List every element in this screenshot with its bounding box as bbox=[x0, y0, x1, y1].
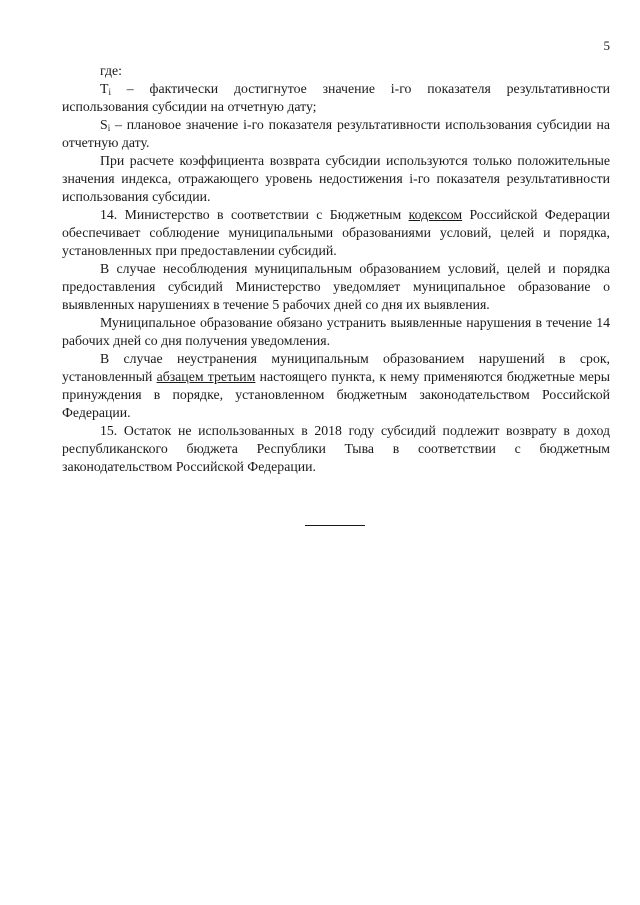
noncompliance-text-end: настоящего пункта, к нему применяются бюджетные меры принуждения в порядке, установленном бюджетным законодательством Российской Федерации. bbox=[62, 369, 610, 420]
clause-14-text-end: Российской Федерации обеспечивает соблюдение муниципальными образованиями условий, целей и порядка, установленных при предоставлении субсидий. bbox=[62, 207, 610, 258]
end-of-document-rule bbox=[305, 525, 365, 526]
budget-code-link[interactable]: кодексом bbox=[408, 207, 463, 222]
symbol-t-subscript: i bbox=[108, 87, 111, 97]
clause-15: 15. Остаток не использованных в 2018 году субсидий подлежит возврату в доход республиканского бюджета Республики Тыва в соответствии с бюджетным законодательством Российской Федерации. bbox=[62, 423, 610, 474]
clause-14 bbox=[62, 206, 610, 260]
violation-paragraph: В случае несоблюдения муниципальным образованием условий, целей и порядка предоставления субсидий Министерство уведомляет муниципальное образование о выявленных нарушениях в течение 5 рабочих дней со дня их выявления. bbox=[62, 261, 610, 312]
symbol-t: T bbox=[100, 81, 109, 96]
clause-14-text-start: 14. Министерство в соответствии с Бюджетным bbox=[100, 207, 409, 222]
definition-t bbox=[62, 80, 610, 116]
symbol-s-subscript: i bbox=[107, 123, 111, 133]
where-label: где: bbox=[100, 63, 122, 78]
obligation-paragraph: Муниципальное образование обязано устранить выявленные нарушения в течение 14 рабочих дней со дня получения уведомления. bbox=[62, 315, 610, 348]
noncompliance-text-start: В случае неустранения муниципальным образованием нарушений в срок, установленный bbox=[62, 351, 610, 384]
page-number: 5 bbox=[603, 38, 610, 53]
symbol-s: S bbox=[100, 117, 108, 132]
definition-s-text: – плановое значение i-го показателя результативности использования субсидии на отчетную дату. bbox=[62, 117, 610, 150]
definition-s bbox=[62, 116, 610, 152]
definition-t-text: – фактически достигнутое значение i-го показателя результативности использования субсидии на отчетную дату; bbox=[62, 81, 610, 114]
document-body bbox=[62, 62, 610, 476]
noncompliance-paragraph bbox=[62, 350, 610, 422]
calculation-note: При расчете коэффициента возврата субсидии используются только положительные значения индекса, отражающего уровень недостижения i-го показателя результативности использования субсидии. bbox=[62, 153, 610, 204]
paragraph-three-link[interactable]: абзацем третьим bbox=[156, 369, 256, 384]
